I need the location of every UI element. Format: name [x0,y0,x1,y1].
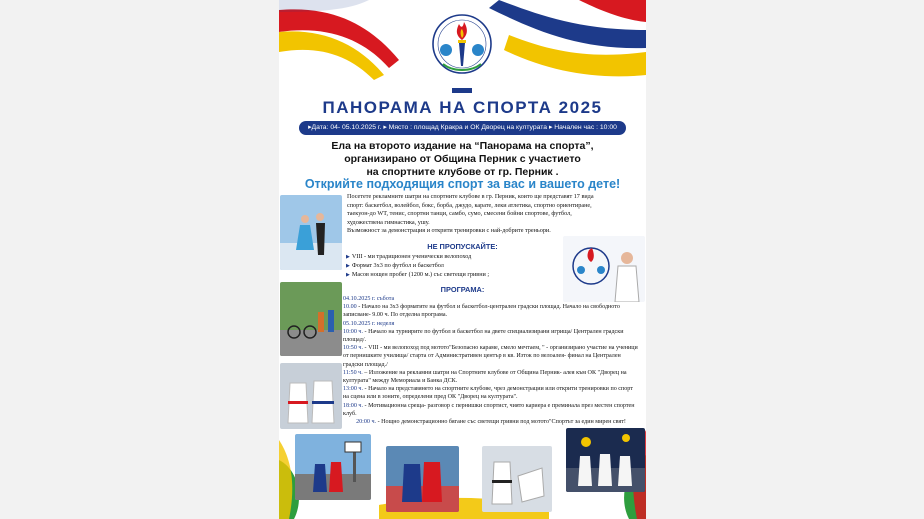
program-date: 05.10.2025 г. неделя [343,320,395,327]
logo-with-person-photo [563,236,645,302]
night-run-photo [566,428,645,492]
program-item: 13:00 ч. - Начало на представянето на спортните клубове, чрез демонстрации или открити тренировки по спорт на сцена или в зоните, определени пред ОК "Дворец на културата". [343,386,633,401]
bullet-icon: ▶ [346,273,350,278]
program-item: 18:00 ч. - Мотивационна среща- разговор с пернишки спортист, чиято кариера е преминала през местен спортен клуб. [343,402,635,417]
karate-photo [280,363,342,429]
description-line: Възможност за демонстрация и открити тренировки с най-добрите треньори. [347,227,551,235]
program-item: 20:00 ч. - Нощно демонстрационно бягане със светещи гривни под мотото"Спортът за един мирен свят! [356,419,626,426]
highlight-bullet: ▶ Формат 3x3 по футбол и баскетбол [346,262,444,269]
description-line: художествена гимнастика, ушу. [347,218,430,226]
program-item: 10:00 ч. - Начало на турнирите по футбол и баскетбол на двете специализирани игрища/ Централен градски площад/. [343,328,624,344]
bullet-icon: ▶ [346,264,350,269]
program-item: 11:50 ч. – Изложение на рекламни шатри на Спортните клубове от Община Перник- алея към ОК "Дворец на културата" между Мемориала и Банка ДСК. [343,369,627,385]
poster-title: ПАНОРАМА НА СПОРТА 2025 [322,98,603,117]
judo-photo [482,446,552,512]
intro-line: Ела на второто издание на “Панорама на спорта”, [331,140,594,152]
highlight-bullet: ▶ VIII - ми традиционен ученически велопоход [346,253,472,260]
dance-photo [280,195,342,270]
description-line: Посетете рекламните шатри на спортните клубове в гр. Перник, които ще представят 17 вида [347,193,594,200]
sports-description [347,193,637,236]
program-date: 04.10.2025 г. събота [343,296,395,302]
basketball-photo [295,434,371,500]
bullet-icon: ▶ [346,255,350,260]
program-item: 10.00 - Начало на 3x3 форматите на футбол и баскетбол-централен градски площад. Начало на свободното записване- 9.00 ч. По отделна програма. [343,304,620,319]
program-heading: ПРОГРАМА: [440,285,485,294]
highlight-bullet: ▶ Масов нощен пробег (1200 м.) със светещи гривни ; [346,271,490,278]
intro-line: организирано от Община Перник с участието [344,153,581,165]
intro-highlight: Открийте подходящия спорт за вас и вашето дете! [304,177,621,191]
intro-line: на спортните клубове от гр. Перник . [366,166,559,178]
event-info-bar: ▸Дата: 04- 05.10.2025 г. ▸ Място : площад Кракра и ОК Дворец на културата ▸ Начален час : 10:00 [299,121,626,135]
fight-photo [386,446,459,512]
description-line: таекуон-до WT, тенис, спортни танци, самбо, сумо, смесени бойни спортове, футбол, [347,210,572,218]
torch-logo [429,4,495,96]
program-item: 10:50 ч. - VIII - ми велопоход под мотото"Безопасно караме, смело мечтаем, " - организирано участие на ученици от пернишките училища/ старта от Административен център в кв. Изток по велоалея- финал на Централен градски площад./ [343,345,638,368]
description-line: спорт: баскетбол, волейбол, бокс, борба, джудо, карате, леки атлетика, спортно ориентиране, [347,201,592,209]
program-list [343,295,639,426]
cycling-photo [280,282,342,356]
event-poster [279,0,646,519]
dont-miss-heading: НЕ ПРОПУСКАЙТЕ: [427,242,498,251]
intro-text [307,140,618,179]
